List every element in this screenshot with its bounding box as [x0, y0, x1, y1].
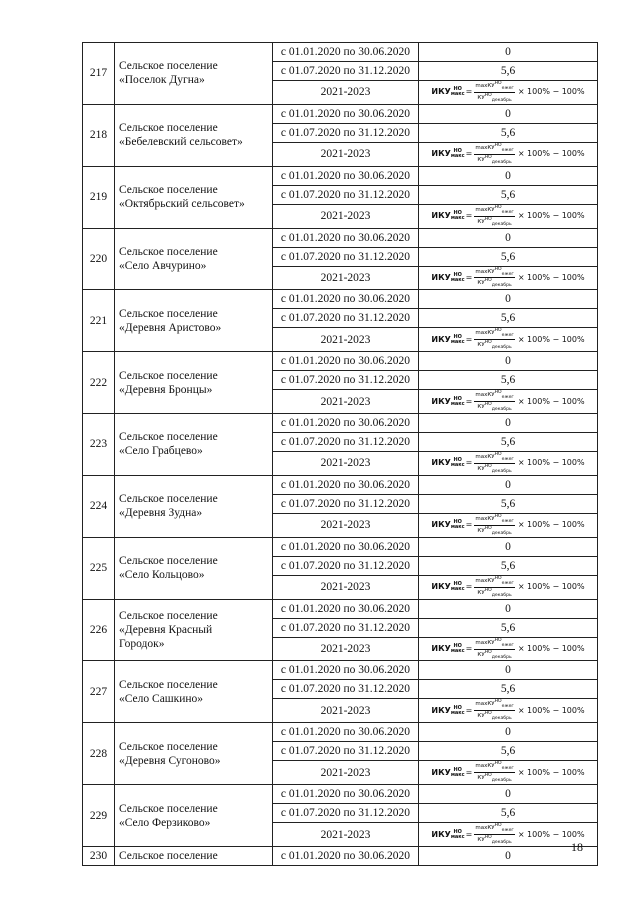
index-value: 5,6 [419, 371, 598, 390]
period-second-half: с 01.07.2020 по 31.12.2020 [273, 804, 419, 823]
period-second-half: с 01.07.2020 по 31.12.2020 [273, 556, 419, 575]
settlement-name: Сельское поселение «Поселок Дугна» [115, 43, 273, 105]
formula-cell [419, 761, 598, 785]
row-number: 220 [83, 228, 115, 290]
period-years: 2021-2023 [273, 699, 419, 723]
formula: ИКУ НО макс = $\frac{\max КУ^{НО}_{ежег}}{КУ^{НО}_{декабрь}}$ × 100% − 100% [431, 390, 585, 413]
index-value: 0 [419, 166, 598, 185]
index-value: 0 [419, 228, 598, 247]
index-value: 5,6 [419, 62, 598, 81]
formula-cell [419, 328, 598, 352]
formula-cell [419, 575, 598, 599]
formula: ИКУ НО макс = $\frac{\max КУ^{НО}_{ежег}}{КУ^{НО}_{декабрь}}$ × 100% − 100% [431, 575, 585, 598]
formula: ИКУ НО макс = $\frac{\max КУ^{НО}_{ежег}}{КУ^{НО}_{декабрь}}$ × 100% − 100% [431, 513, 585, 536]
table-row [83, 785, 598, 804]
period-second-half: с 01.07.2020 по 31.12.2020 [273, 371, 419, 390]
formula: ИКУ НО макс = $\frac{\max КУ^{НО}_{ежег}}{КУ^{НО}_{декабрь}}$ × 100% − 100% [431, 637, 585, 660]
settlement-name: Сельское поселение «Октябрьский сельсовет» [115, 166, 273, 228]
period-years: 2021-2023 [273, 637, 419, 661]
period-years: 2021-2023 [273, 81, 419, 105]
index-value: 0 [419, 290, 598, 309]
formula-cell [419, 81, 598, 105]
formula: ИКУ НО макс = $\frac{\max КУ^{НО}_{ежег}}{КУ^{НО}_{декабрь}}$ × 100% − 100% [431, 204, 585, 227]
row-number: 218 [83, 104, 115, 166]
table-row [83, 352, 598, 371]
period-years: 2021-2023 [273, 513, 419, 537]
index-value: 0 [419, 537, 598, 556]
period-first-half: с 01.01.2020 по 30.06.2020 [273, 166, 419, 185]
period-first-half: с 01.01.2020 по 30.06.2020 [273, 723, 419, 742]
period-first-half: с 01.01.2020 по 30.06.2020 [273, 785, 419, 804]
row-number: 227 [83, 661, 115, 723]
index-value: 0 [419, 352, 598, 371]
period-years: 2021-2023 [273, 575, 419, 599]
period-first-half: с 01.01.2020 по 30.06.2020 [273, 846, 419, 865]
index-value: 0 [419, 661, 598, 680]
formula-cell [419, 513, 598, 537]
formula: ИКУ НО макс = $\frac{\max КУ^{НО}_{ежег}}{КУ^{НО}_{декабрь}}$ × 100% − 100% [431, 452, 585, 474]
row-number: 224 [83, 475, 115, 537]
settlement-name: Сельское поселение «Деревня Сугоново» [115, 723, 273, 785]
tariff-table [82, 42, 598, 866]
formula-cell [419, 452, 598, 476]
table-row [83, 475, 598, 494]
formula-cell [419, 390, 598, 414]
period-first-half: с 01.01.2020 по 30.06.2020 [273, 104, 419, 123]
index-value: 5,6 [419, 618, 598, 637]
period-second-half: с 01.07.2020 по 31.12.2020 [273, 618, 419, 637]
row-number: 229 [83, 785, 115, 847]
settlement-name: Сельское поселение «Деревня Красный Городок» [115, 599, 273, 661]
settlement-name: Сельское поселение «Деревня Бронцы» [115, 352, 273, 414]
index-value: 0 [419, 414, 598, 433]
formula: ИКУ НО макс = $\frac{\max КУ^{НО}_{ежег}}{КУ^{НО}_{декабрь}}$ × 100% − 100% [431, 142, 585, 165]
table-row [83, 104, 598, 123]
table-row [83, 537, 598, 556]
settlement-name: Сельское поселение «Село Сашкино» [115, 661, 273, 723]
settlement-name: Сельское поселение [115, 846, 273, 865]
period-second-half: с 01.07.2020 по 31.12.2020 [273, 433, 419, 452]
table-row [83, 599, 598, 618]
formula: ИКУ НО макс = $\frac{\max КУ^{НО}_{ежег}}{КУ^{НО}_{декабрь}}$ × 100% − 100% [431, 328, 585, 351]
period-years: 2021-2023 [273, 390, 419, 414]
period-first-half: с 01.01.2020 по 30.06.2020 [273, 228, 419, 247]
formula-cell [419, 142, 598, 166]
settlement-name: Сельское поселение «Село Ферзиково» [115, 785, 273, 847]
formula: ИКУ НО макс = $\frac{\max КУ^{НО}_{ежег}}{КУ^{НО}_{декабрь}}$ × 100% − 100% [431, 761, 585, 784]
formula: ИКУ НО макс = $\frac{\max КУ^{НО}_{ежег}}{КУ^{НО}_{декабрь}}$ × 100% − 100% [431, 699, 585, 722]
period-first-half: с 01.01.2020 по 30.06.2020 [273, 475, 419, 494]
page-number: 18 [571, 840, 583, 854]
index-value: 0 [419, 599, 598, 618]
table-row [83, 43, 598, 62]
row-number: 221 [83, 290, 115, 352]
period-second-half: с 01.07.2020 по 31.12.2020 [273, 309, 419, 328]
index-value: 5,6 [419, 247, 598, 266]
formula-cell [419, 637, 598, 661]
index-value: 5,6 [419, 309, 598, 328]
table-row [83, 414, 598, 433]
period-first-half: с 01.01.2020 по 30.06.2020 [273, 414, 419, 433]
index-value: 5,6 [419, 680, 598, 699]
row-number: 225 [83, 537, 115, 599]
row-number: 219 [83, 166, 115, 228]
table-row [83, 661, 598, 680]
period-second-half: с 01.07.2020 по 31.12.2020 [273, 247, 419, 266]
period-second-half: с 01.07.2020 по 31.12.2020 [273, 185, 419, 204]
formula-cell [419, 699, 598, 723]
period-years: 2021-2023 [273, 142, 419, 166]
index-value: 5,6 [419, 433, 598, 452]
table-row [83, 846, 598, 865]
index-value: 0 [419, 475, 598, 494]
index-value: 0 [419, 846, 598, 865]
row-number: 226 [83, 599, 115, 661]
period-years: 2021-2023 [273, 204, 419, 228]
period-first-half: с 01.01.2020 по 30.06.2020 [273, 43, 419, 62]
period-first-half: с 01.01.2020 по 30.06.2020 [273, 352, 419, 371]
index-value: 5,6 [419, 742, 598, 761]
period-second-half: с 01.07.2020 по 31.12.2020 [273, 494, 419, 513]
row-number: 222 [83, 352, 115, 414]
index-value: 5,6 [419, 556, 598, 575]
period-years: 2021-2023 [273, 328, 419, 352]
formula: ИКУ НО макс = $\frac{\max КУ^{НО}_{ежег}}{КУ^{НО}_{декабрь}}$ × 100% − 100% [431, 81, 585, 103]
period-years: 2021-2023 [273, 761, 419, 785]
index-value: 5,6 [419, 123, 598, 142]
table-row [83, 290, 598, 309]
formula-cell [419, 204, 598, 228]
period-second-half: с 01.07.2020 по 31.12.2020 [273, 742, 419, 761]
period-second-half: с 01.07.2020 по 31.12.2020 [273, 62, 419, 81]
period-first-half: с 01.01.2020 по 30.06.2020 [273, 537, 419, 556]
index-value: 0 [419, 723, 598, 742]
period-second-half: с 01.07.2020 по 31.12.2020 [273, 123, 419, 142]
table-row [83, 723, 598, 742]
formula-cell [419, 266, 598, 290]
settlement-name: Сельское поселение «Село Грабцево» [115, 414, 273, 476]
period-years: 2021-2023 [273, 823, 419, 847]
index-value: 5,6 [419, 185, 598, 204]
index-value: 0 [419, 104, 598, 123]
settlement-name: Сельское поселение «Село Кольцово» [115, 537, 273, 599]
period-first-half: с 01.01.2020 по 30.06.2020 [273, 290, 419, 309]
row-number: 228 [83, 723, 115, 785]
period-years: 2021-2023 [273, 452, 419, 476]
row-number: 223 [83, 414, 115, 476]
table-row [83, 228, 598, 247]
row-number: 217 [83, 43, 115, 105]
index-value: 5,6 [419, 494, 598, 513]
row-number: 230 [83, 846, 115, 865]
index-value: 5,6 [419, 804, 598, 823]
settlement-name: Сельское поселение «Село Авчурино» [115, 228, 273, 290]
period-second-half: с 01.07.2020 по 31.12.2020 [273, 680, 419, 699]
table-body [83, 43, 598, 866]
settlement-name: Сельское поселение «Бебелевский сельсовет» [115, 104, 273, 166]
settlement-name: Сельское поселение «Деревня Зудна» [115, 475, 273, 537]
index-value: 0 [419, 43, 598, 62]
period-years: 2021-2023 [273, 266, 419, 290]
formula: ИКУ НО макс = $\frac{\max КУ^{НО}_{ежег}}{КУ^{НО}_{декабрь}}$ × 100% − 100% [431, 823, 585, 845]
period-first-half: с 01.01.2020 по 30.06.2020 [273, 599, 419, 618]
period-first-half: с 01.01.2020 по 30.06.2020 [273, 661, 419, 680]
formula: ИКУ НО макс = $\frac{\max КУ^{НО}_{ежег}}{КУ^{НО}_{декабрь}}$ × 100% − 100% [431, 266, 585, 289]
index-value: 0 [419, 785, 598, 804]
table-row [83, 166, 598, 185]
settlement-name: Сельское поселение «Деревня Аристово» [115, 290, 273, 352]
